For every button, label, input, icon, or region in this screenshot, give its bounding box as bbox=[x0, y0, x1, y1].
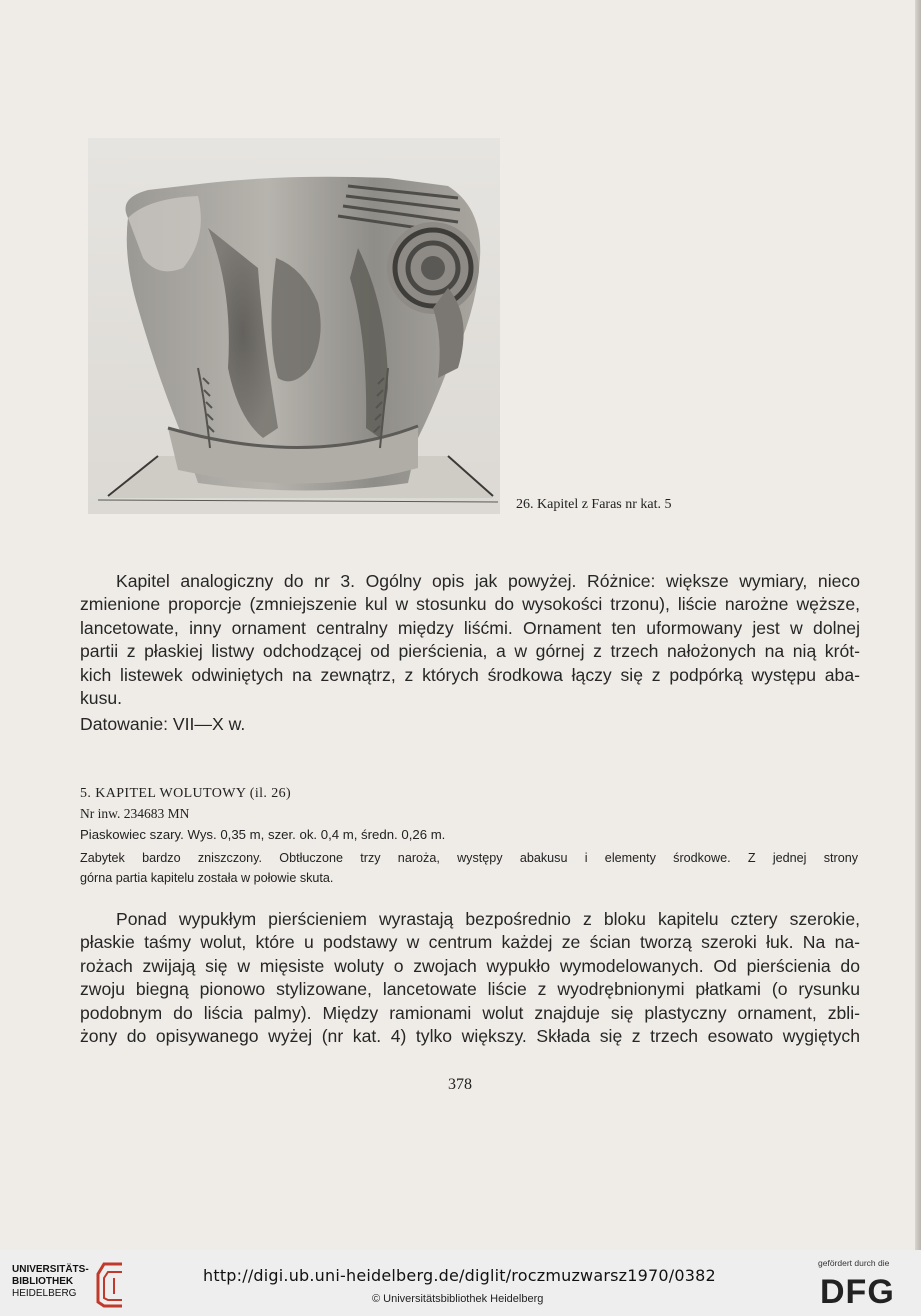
university-line-3: HEIDELBERG bbox=[12, 1288, 77, 1299]
figure-caption: 26. Kapitel z Faras nr kat. 5 bbox=[516, 497, 672, 512]
permalink-url[interactable]: http://digi.ub.uni-heidelberg.de/diglit/roczmuzwarsz1970/0382 bbox=[203, 1266, 716, 1285]
university-line-2: BIBLIOTHEK bbox=[12, 1276, 74, 1287]
funded-by-label: gefördert durch die bbox=[818, 1258, 890, 1268]
text-line: partii z płaskiej listwy odchodzącej od pierścienia, a w górnej z trzech nałożonych na nią krót- bbox=[80, 641, 860, 662]
dating-line: Datowanie: VII—X w. bbox=[80, 714, 246, 734]
text-line: Kapitel analogiczny do nr 3. Ogólny opis jak powyżej. Różnice: większe wymiary, nieco bbox=[116, 571, 860, 591]
text-line: zwoju biegną pionowo stylizowane, lancetowate liście z wyodrębnionymi płatkami (o rysunku bbox=[80, 979, 860, 1000]
catalog-heading: 5. KAPITEL WOLUTOWY (il. 26) bbox=[80, 786, 292, 801]
text-line: płaskie taśmy wolut, które u podstawy w centrum każdej ze ścian tworzą szeroki łuk. Na na- bbox=[80, 932, 860, 953]
analysis-paragraph bbox=[80, 908, 860, 1048]
text-line: kusu. bbox=[80, 688, 123, 709]
dfg-logo-icon[interactable] bbox=[818, 1272, 908, 1308]
material-dimensions: Piaskowiec szary. Wys. 0,35 m, szer. ok. 0,4 m, średn. 0,26 m. bbox=[80, 827, 446, 842]
copyright-notice: © Universitätsbibliothek Heidelberg bbox=[372, 1293, 544, 1305]
capital-photo-image bbox=[88, 138, 500, 514]
page-edge-shadow bbox=[915, 0, 921, 1250]
dfg-logo-text: DFG bbox=[820, 1273, 895, 1308]
text-line: rożach zwijają się w mięsiste woluty o zwojach wypukło wymodelowanych. Od pierścienia do bbox=[80, 955, 860, 976]
university-library-name[interactable] bbox=[12, 1264, 89, 1300]
capital-photograph bbox=[88, 138, 500, 514]
note-line: Zabytek bardzo zniszczony. Obtłuczone trzy naroża, występy abakusu i elementy środkowe. Z jednej strony bbox=[80, 851, 858, 865]
text-line: zmienione proporcje (zmniejszenie kul w stosunku do wysokości trzonu), liście narożne węższe, bbox=[80, 594, 860, 615]
university-line-1: UNIVERSITÄTS- bbox=[12, 1264, 89, 1275]
text-line: Ponad wypukłym pierścieniem wyrastają bezpośrednio z bloku kapitelu cztery szerokie, bbox=[116, 909, 860, 929]
text-line: lancetowate, inny ornament centralny między liśćmi. Ornament ten uformowany jest w dolnej bbox=[80, 617, 860, 638]
page-number: 378 bbox=[448, 1076, 472, 1093]
note-line: górna partia kapitelu została w połowie skuta. bbox=[80, 871, 334, 885]
condition-note bbox=[80, 848, 858, 888]
text-line: żony do opisywanego wyżej (nr kat. 4) tylko większy. Składa się z trzech esowato wygiętych bbox=[80, 1026, 860, 1047]
inventory-number: Nr inw. 234683 MN bbox=[80, 806, 190, 821]
description-paragraph bbox=[80, 570, 860, 710]
text-line: kich listewek odwiniętych na zewnątrz, z których środkowa łączy się z podpórką występu aba- bbox=[80, 664, 860, 685]
text-line: podobnym do liścia palmy). Między ramionami wolut znajduje się plastyczny ornament, zbli- bbox=[80, 1002, 860, 1023]
heidelberg-library-logo-icon[interactable] bbox=[94, 1262, 128, 1308]
